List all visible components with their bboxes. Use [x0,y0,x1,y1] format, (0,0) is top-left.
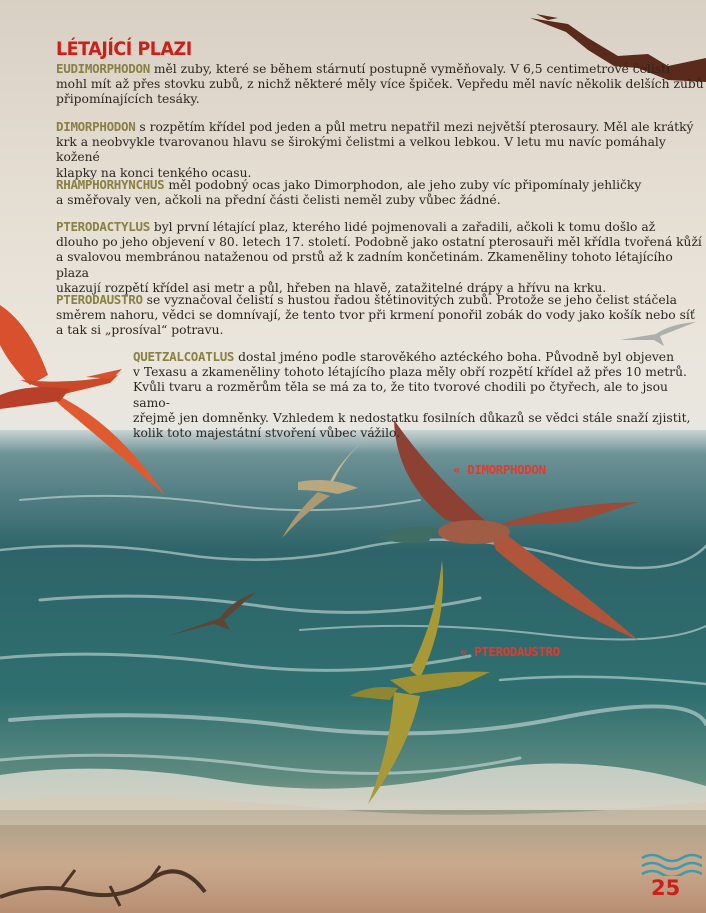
label-pterodaustro: « PTERODAUSTRO [460,644,560,659]
pterodaustro [350,560,500,805]
species-name: QUETZALCOATLUS [133,349,235,364]
paragraph-eudimorphodon: EUDIMORPHODON měl zuby, které se během stárnutí postupně vyměňovaly. V 6,5 centimetrové čelisti mohl mít až přes stovku zubů, z nichž některé měly více špiček. Vepředu měl navíc několik delších zubů připomínajících tesáky. [56,61,704,107]
branch [0,862,210,913]
species-name: EUDIMORPHODON [56,61,150,76]
pterosaur-distant [278,430,388,540]
paragraph-rhamphorhynchus: RHAMPHORHYNCHUS měl podobný ocas jako Dimorphodon, ale jeho zuby víc připomínaly jehličky a směřovaly ven, ačkoli na přední části čelisti neměl zuby vůbec žádné. [56,177,642,208]
paragraph-pterodaustro: PTERODAUSTRO se vyznačoval čelistí s hustou řadou štětinovitých zubů. Protože se jeho čelist stáčela směrem nahoru, vědci se domnívají, že tento tvor při krmení ponořil zobák do vody jako košík nebo síť a tak si „prosíval“ potravu. [56,292,695,338]
page-number: 25 [651,876,681,900]
species-name: RHAMPHORHYNCHUS [56,177,165,192]
paragraph-dimorphodon: DIMORPHODON s rozpětím křídel pod jeden a půl metru nepatřil mezi největší pterosaury. Měl ale krátký krk a neobvykle tvarovanou hlavu se širokými čelistmi a velkou lebkou. V letu mu navíc pomáhaly kožené klapky na konci tenkého ocasu. [56,119,694,180]
pterosaur-distant-2 [160,590,260,640]
paragraph-quetzalcoatlus: QUETZALCOATLUS dostal jméno podle starověkého aztéckého boha. Původně byl objeven v Texasu a zkameněliny tohoto létajícího plaza měly obří rozpětí křídel až přes 10 metrů. Kvůli tvaru a rozměrům těla se má za to, že tito tvorové chodili po čtyřech, ale to jsou samo- zřejmě jen domněnky. Vzhledem k nedostatku fosilních důkazů se vědci stále snaží zjistit, kolik toto majestátní stvoření vůbec vážilo. [133,349,691,441]
species-name: PTERODACTYLUS [56,219,150,234]
page-title: LÉTAJÍCÍ PLAZI [56,38,192,60]
species-name: PTERODAUSTRO [56,292,143,307]
wave-icon [640,850,702,876]
label-dimorphodon: « DIMORPHODON [453,462,546,477]
paragraph-pterodactylus: PTERODACTYLUS byl první létající plaz, kterého lidé pojmenovali a zařadili, ačkoli k tomu došlo až dlouho po jeho objevení v 80. letech 17. století. Podobně jako ostatní pterosauři měl křídla tvořená kůží a svalovou membránou nataženou od prstů až k zadním končetinám. Zkameněliny tohoto létajícího plaza ukazují rozpětí křídel asi metr a půl, hřeben na hlavě, zatažitelné drápy a hřívu na krku. [56,219,702,295]
species-name: DIMORPHODON [56,119,136,134]
